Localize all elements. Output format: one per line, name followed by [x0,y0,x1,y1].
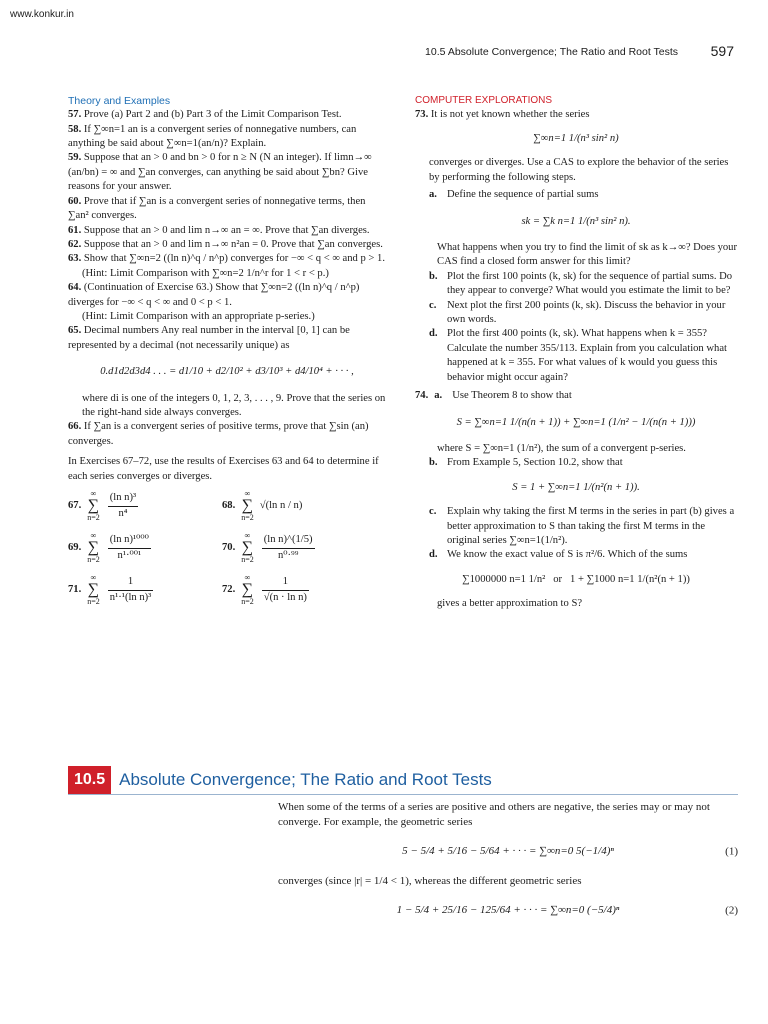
part-73a-question: What happens when you try to find the limit of sk as k→∞? Does your CAS find a closed form answer for this limit? [437,242,738,268]
right-column [415,94,737,612]
decimal-equation: 0.d1d2d3d4 . . . = d1/10 + d2/10² + d3/10³ + d4/10⁴ + · · · , [100,366,354,378]
sigma-symbol: ∞ ∑ n=2 [241,573,254,607]
exercise-59: 59. Suppose that an > 0 and bn > 0 for n ≥ N (N an integer). If limn→∞ (an/bn) = ∞ and ∑an converges, can anything be said about ∑bn? Give reasons for your answer. [68,152,372,193]
section-divider [68,794,738,795]
exercise-62: 62. Suppose that an > 0 and lim n→∞ n²an = 0. Prove that ∑an converges. [68,238,383,250]
series-73: ∑∞n=1 1/(n³ sin² n) [533,133,619,144]
part-73c: c. Next plot the first 200 points (k, sk). Discuss the behavior in your own words. [429,299,726,326]
sigma-symbol: ∞ ∑ n=2 [241,531,254,565]
exercise-58: 58. If ∑∞n=1 an is a convergent series of nonnegative numbers, can anything be said about ∑∞n=1(an/n)? Explain. [68,123,357,150]
sums-comparison: ∑1000000 n=1 1/n² or 1 + ∑1000 n=1 1/(n²(n + 1)) [462,573,690,585]
exercise-63-hint: (Hint: Limit Comparison with ∑∞n=2 1/n^r for 1 < r < p.) [82,267,329,279]
part-73d: d. Plot the first 400 points (k, sk). What happens when k = 355? Calculate the number 355/113. Explain from you calculation what happened at k = 355. For what values of k would you guess this behavior might occur again? [429,328,727,383]
exercise-65-continued: where di is one of the integers 0, 1, 2, 3, . . . , 9. Prove that the series on the right-hand side always converges. [82,392,386,418]
exercise-71: 71. ∞ ∑ n=2 $\frac{1}{\text{n¹·¹(ln n)³}}$ [68,573,152,607]
fraction: $\frac{\text{(ln n)\textasciicircum{}(1/5)}}{\text{n⁰·⁹⁹}}$ [263,534,313,561]
section-paragraph-2: converges (since |r| = 1/4 < 1), whereas the different geometric series [278,874,582,887]
exercise-69: 69. ∞ ∑ n=2 $\frac{\text{(ln n)¹⁰⁰⁰}}{\text{n¹·⁰⁰¹}}$ [68,531,149,565]
site-url: www.konkur.in [10,9,74,20]
theory-heading: Theory and Examples [68,95,171,107]
sigma-symbol: ∞ ∑ n=2 [87,531,100,565]
where-s: where S = ∑∞n=1 (1/n²), the sum of a convergent p-series. [437,442,686,454]
exercise-73-after: converges or diverges. Use a CAS to explore the behavior of the series by performing the following steps. [429,157,729,183]
exercise-63: 63. Show that ∑∞n=2 ((ln n)^q / n^p) converges for −∞ < q < ∞ and p > 1. [68,253,385,265]
example-5-equation: S = 1 + ∑∞n=1 1/(n²(n + 1)). [512,481,640,493]
exercise-74: 74. a. Use Theorem 8 to show that [415,390,572,402]
exercise-64-hint: (Hint: Limit Comparison with an appropriate p-series.) [82,310,315,322]
sigma-symbol: ∞ ∑ n=2 [87,573,100,607]
sigma-symbol: ∞ ∑ n=2 [241,489,254,523]
radical-term: √(ln n / n) [259,499,303,511]
theorem-8-equation: S = ∑∞n=1 1/(n(n + 1)) + ∑∞n=1 (1/n² − 1/(n(n + 1))) [456,416,696,428]
exercise-60: 60. Prove that if ∑an is a convergent series of nonnegative terms, then ∑an² converges. [68,195,366,222]
equation-2-number: (2) [725,904,738,917]
fraction: $\frac{\text{(ln n)¹⁰⁰⁰}}{\text{n¹·⁰⁰¹}}$ [109,534,149,561]
exercise-64: 64. (Continuation of Exercise 63.) Show that ∑∞n=2 ((ln n)^q / n^p) diverges for −∞ < q < ∞ and 0 < p < 1. [68,282,360,308]
section-title: Absolute Convergence; The Ratio and Root Tests [119,770,492,790]
equation-1: 5 − 5/4 + 5/16 − 5/64 + · · · = ∑∞n=0 5(−1/4)ⁿ (1) [402,845,738,858]
equation-1-number: (1) [725,845,738,858]
exercise-57: 57. Prove (a) Part 2 and (b) Part 3 of the Limit Comparison Test. [68,109,342,121]
final-question: gives a better approximation to S? [437,598,583,610]
section-banner [68,766,492,794]
page-number: 597 [710,43,734,59]
exercise-72: 72. ∞ ∑ n=2 $\frac{1}{\text{√(n · ln n)}}$ [222,573,307,607]
fraction: $\frac{1}{\text{n¹·¹(ln n)³}}$ [109,576,152,603]
exercise-grid [68,490,386,606]
section-paragraph-1: When some of the terms of a series are positive and others are negative, the series may or may not converge. For example, the geometric series [278,801,710,828]
running-title: 10.5 Absolute Convergence; The Ratio and Root Tests [425,46,678,58]
computer-explorations-heading: COMPUTER EXPLORATIONS [415,95,553,106]
exercises-intro: In Exercises 67–72, use the results of Exercises 63 and 64 to determine if each series converges or diverges. [68,456,379,482]
exercise-67: 67. ∞ ∑ n=2 $\frac{\text{(ln n)³}}{\text{n⁴}}$ [68,489,137,523]
fraction: $\frac{\text{(ln n)³}}{\text{n⁴}}$ [109,492,137,519]
part-74b: b. From Example 5, Section 10.2, show that [429,457,623,469]
section-number: 10.5 [68,766,111,794]
exercise-73: 73. It is not yet known whether the series [415,108,590,120]
section-body [278,800,738,933]
part-74d: d. We know the exact value of S is π²/6. Which of the sums [429,549,688,561]
exercise-68: 68. ∞ ∑ n=2 √(ln n / n) [222,489,303,523]
exercise-66: 66. If ∑an is a convergent series of positive terms, prove that ∑sin (an) converges. [68,421,369,447]
left-column [68,94,386,606]
part-73a: a. Define the sequence of partial sums [429,189,599,201]
fraction: $\frac{1}{\text{√(n · ln n)}}$ [263,576,307,603]
part-74c: c. Explain why taking the first M terms in the series in part (b) gives a better approximation to S than taking the first M terms in the original series ∑∞n=1(1/n²). [429,506,735,546]
equation-2: 1 − 5/4 + 25/16 − 125/64 + · · · = ∑∞n=0 (−5/4)ⁿ (2) [396,904,738,917]
sigma-symbol: ∞ ∑ n=2 [87,489,100,523]
part-73b: b. Plot the first 100 points (k, sk) for the sequence of partial sums. Do they appear to converge? What would you estimate the limit to be? [429,270,733,297]
exercise-61: 61. Suppose that an > 0 and lim n→∞ an = ∞. Prove that ∑an diverges. [68,224,370,236]
exercise-65: 65. Decimal numbers Any real number in the interval [0, 1] can be represented by a decimal (not necessarily unique) as [68,325,350,351]
exercise-70: 70. ∞ ∑ n=2 $\frac{\text{(ln n)\textasciicircum{}(1/5)}}{\text{n⁰·⁹⁹}}$ [222,531,313,565]
partial-sum-equation: sk = ∑k n=1 1/(n³ sin² n). [521,215,631,227]
